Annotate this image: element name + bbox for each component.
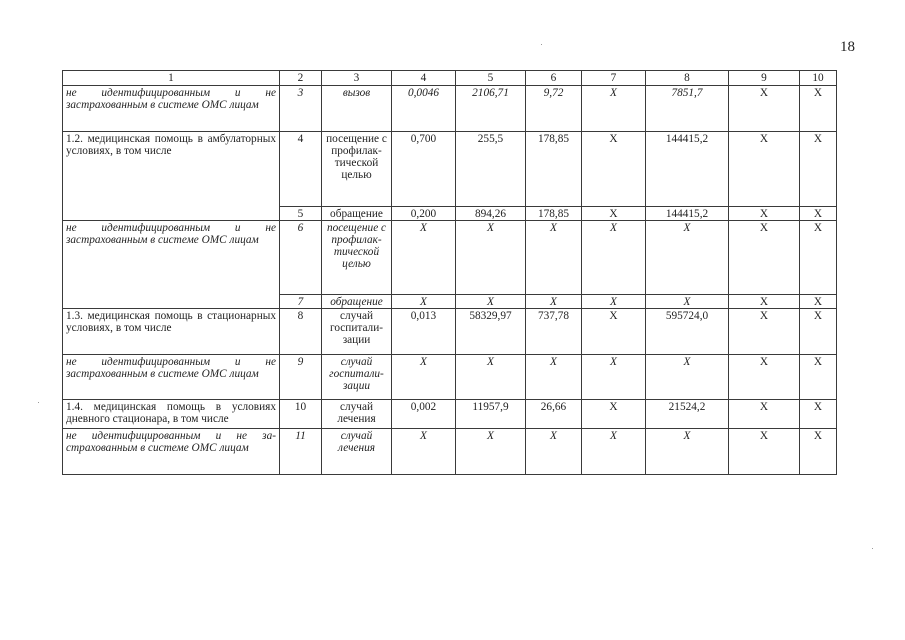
cell-col8: Х [646,429,729,475]
cell-col7: Х [582,400,646,429]
row-name: не идентифицированным и не застрахованным в системе ОМС лицам [63,221,280,309]
column-header: 9 [729,71,800,86]
row-unit: случай лечения [322,400,392,429]
row-unit: обращение [322,207,392,221]
row-number: 7 [280,295,322,309]
cell-col8: 21524,2 [646,400,729,429]
cell-col10: Х [800,400,837,429]
cell-col7: Х [582,429,646,475]
cell-col6: 9,72 [526,86,582,132]
cell-col10: Х [800,132,837,207]
row-unit: посещение с профилак-тической целью [322,221,392,295]
cell-col6: 178,85 [526,132,582,207]
cell-col6: Х [526,355,582,400]
row-number: 11 [280,429,322,475]
cell-col5: 255,5 [456,132,526,207]
cell-col7: Х [582,207,646,221]
cell-col10: Х [800,86,837,132]
row-unit: вызов [322,86,392,132]
cell-col4: 0,013 [392,309,456,355]
cell-col10: Х [800,309,837,355]
indicators-table [62,70,837,475]
cell-col4: 0,0046 [392,86,456,132]
cell-col4: 0,700 [392,132,456,207]
cell-col9: Х [729,295,800,309]
table-row [63,309,837,355]
cell-col8: Х [646,295,729,309]
cell-col8: 595724,0 [646,309,729,355]
cell-col7: Х [582,221,646,295]
row-unit: случай госпитали-зации [322,309,392,355]
row-number: 10 [280,400,322,429]
cell-col5: 11957,9 [456,400,526,429]
row-number: 8 [280,309,322,355]
column-header: 7 [582,71,646,86]
cell-col4: Х [392,429,456,475]
row-unit: случай госпитали-зации [322,355,392,400]
cell-col9: Х [729,86,800,132]
cell-col9: Х [729,400,800,429]
cell-col5: Х [456,429,526,475]
cell-col4: 0,200 [392,207,456,221]
cell-col5: Х [456,221,526,295]
cell-col5: 58329,97 [456,309,526,355]
table-header-row [63,71,837,86]
row-unit: посещение с профилак-тической целью [322,132,392,207]
column-header: 8 [646,71,729,86]
cell-col7: Х [582,132,646,207]
row-number: 9 [280,355,322,400]
cell-col6: 737,78 [526,309,582,355]
cell-col8: Х [646,355,729,400]
cell-col4: Х [392,221,456,295]
cell-col10: Х [800,429,837,475]
column-header: 2 [280,71,322,86]
cell-col6: 178,85 [526,207,582,221]
row-name: 1.3. медицинская помощь в стационарных условиях, в том числе [63,309,280,355]
cell-col4: Х [392,295,456,309]
row-name: 1.2. медицинская помощь в амбулаторных условиях, в том числе [63,132,280,221]
cell-col6: Х [526,429,582,475]
row-name: не идентифицированным и не за-страхованным в системе ОМС лицам [63,429,280,475]
cell-col4: 0,002 [392,400,456,429]
cell-col6: Х [526,221,582,295]
page-number: 18 [840,39,855,55]
cell-col7: Х [582,295,646,309]
row-number: 6 [280,221,322,295]
table-row [63,132,837,207]
row-unit: обращение [322,295,392,309]
table-row [63,429,837,475]
scan-speck [541,44,542,45]
cell-col7: Х [582,86,646,132]
cell-col10: Х [800,207,837,221]
column-header: 10 [800,71,837,86]
table-row [63,355,837,400]
cell-col9: Х [729,355,800,400]
row-name: не идентифицированным и не застрахованным в системе ОМС лицам [63,355,280,400]
cell-col8: Х [646,221,729,295]
cell-col8: 144415,2 [646,132,729,207]
scan-speck [872,548,873,549]
cell-col5: 894,26 [456,207,526,221]
table-row [63,400,837,429]
cell-col5: Х [456,355,526,400]
cell-col8: 7851,7 [646,86,729,132]
scan-speck [38,402,39,403]
column-header: 3 [322,71,392,86]
cell-col6: Х [526,295,582,309]
cell-col10: Х [800,355,837,400]
cell-col10: Х [800,221,837,295]
cell-col9: Х [729,132,800,207]
cell-col4: Х [392,355,456,400]
cell-col9: Х [729,429,800,475]
cell-col5: 2106,71 [456,86,526,132]
table-row [63,221,837,295]
row-number: 5 [280,207,322,221]
column-header: 5 [456,71,526,86]
cell-col6: 26,66 [526,400,582,429]
row-unit: случай лечения [322,429,392,475]
cell-col7: Х [582,355,646,400]
row-number: 3 [280,86,322,132]
row-name: не идентифицированным и не застрахованным в системе ОМС лицам [63,86,280,132]
cell-col5: Х [456,295,526,309]
row-name: 1.4. медицинская помощь в условиях дневного стационара, в том числе [63,400,280,429]
cell-col7: Х [582,309,646,355]
cell-col8: 144415,2 [646,207,729,221]
cell-col10: Х [800,295,837,309]
cell-col9: Х [729,207,800,221]
column-header: 4 [392,71,456,86]
column-header: 6 [526,71,582,86]
table-row [63,86,837,132]
cell-col9: Х [729,221,800,295]
column-header: 1 [63,71,280,86]
row-number: 4 [280,132,322,207]
cell-col9: Х [729,309,800,355]
